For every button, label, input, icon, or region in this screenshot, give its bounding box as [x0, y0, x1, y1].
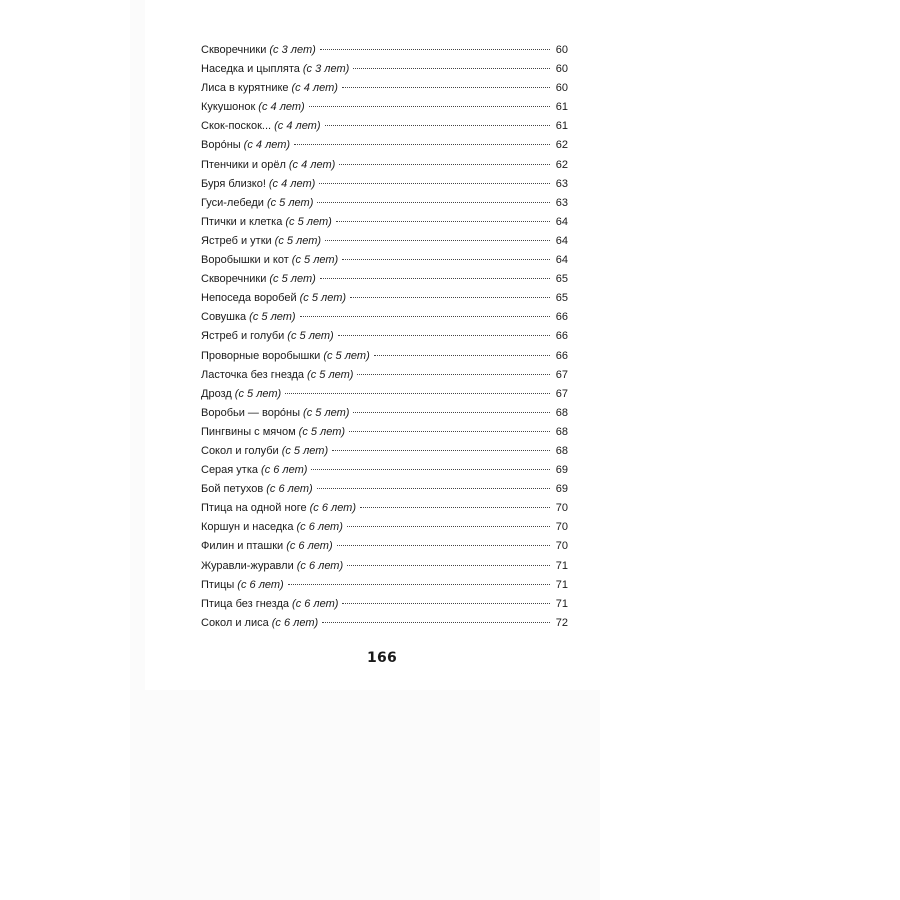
- entry-age: (с 6 лет): [292, 597, 339, 610]
- entry-title: Проворные воробышки: [201, 349, 321, 362]
- entry-title: Дрозд: [201, 387, 232, 400]
- dot-leader: [337, 545, 550, 546]
- toc-entry: [201, 270, 568, 289]
- dot-leader: [309, 106, 550, 107]
- toc-entry: [201, 98, 568, 117]
- entry-title: Совушка: [201, 311, 247, 324]
- entry-title: Ласточка без гнезда: [201, 368, 305, 381]
- entry-age: (с 6 лет): [266, 483, 313, 496]
- entry-title: Журавли-журавли: [201, 559, 294, 572]
- entry-title: Скок-поскок...: [201, 120, 272, 133]
- entry-age: (с 5 лет): [249, 311, 296, 324]
- toc-entry: [201, 79, 568, 98]
- toc-entry: [201, 385, 568, 404]
- entry-title: Пингвины с мячом: [201, 425, 296, 438]
- dot-leader: [339, 164, 550, 165]
- entry-age: (с 4 лет): [274, 120, 321, 133]
- toc-entry: [201, 347, 568, 366]
- toc-entry: [201, 518, 568, 537]
- dot-leader: [288, 584, 550, 585]
- toc-entry: [201, 442, 568, 461]
- entry-page-number: 72: [555, 616, 568, 629]
- toc-entry: [201, 213, 568, 232]
- entry-age: (с 4 лет): [268, 177, 316, 190]
- entry-age: (с 5 лет): [274, 234, 322, 247]
- table-of-contents: [201, 41, 568, 633]
- entry-age: (с 6 лет): [237, 578, 284, 591]
- entry-title: Ястреб и утки: [201, 234, 272, 247]
- entry-title: Непоседа воробей: [201, 292, 297, 305]
- entry-page-number: 68: [555, 425, 568, 438]
- toc-entry: [201, 308, 568, 327]
- dot-leader: [320, 49, 550, 50]
- dot-leader: [342, 87, 550, 88]
- entry-title: Скворечники: [201, 273, 267, 286]
- entry-title: Птички и клетка: [201, 215, 283, 228]
- entry-age: (с 5 лет): [287, 330, 334, 343]
- dot-leader: [357, 374, 550, 375]
- entry-age: (с 3 лет): [302, 63, 350, 76]
- dot-leader: [342, 259, 550, 260]
- entry-title: Птица без гнезда: [201, 597, 290, 610]
- toc-entry: [201, 117, 568, 136]
- entry-title: Воробышки и кот: [201, 254, 289, 267]
- entry-page-number: 71: [555, 597, 568, 610]
- entry-age: (с 6 лет): [286, 540, 333, 553]
- dot-leader: [311, 469, 550, 470]
- entry-title: Наседка и цыплята: [201, 63, 300, 76]
- entry-page-number: 70: [555, 502, 568, 515]
- entry-page-number: 66: [555, 311, 568, 324]
- entry-age: (с 4 лет): [258, 101, 305, 114]
- entry-page-number: 65: [555, 273, 568, 286]
- entry-page-number: 64: [555, 234, 568, 247]
- toc-entry: [201, 232, 568, 251]
- entry-page-number: 71: [555, 559, 568, 572]
- entry-title: Кукушонок: [201, 101, 256, 114]
- entry-title: Коршун и наседка: [201, 521, 294, 534]
- dot-leader: [294, 144, 550, 145]
- entry-age: (с 4 лет): [288, 158, 336, 171]
- entry-page-number: 67: [555, 387, 568, 400]
- dot-leader: [285, 393, 550, 394]
- entry-age: (с 4 лет): [291, 82, 338, 95]
- dot-leader: [353, 412, 550, 413]
- entry-age: (с 6 лет): [296, 559, 344, 572]
- entry-title: Птица на одной ноге: [201, 502, 307, 515]
- entry-page-number: 70: [555, 521, 568, 534]
- entry-age: (с 3 лет): [269, 44, 316, 56]
- toc-entry: [201, 156, 568, 175]
- toc-entry: [201, 423, 568, 442]
- entry-age: (с 5 лет): [285, 215, 332, 228]
- dot-leader: [317, 488, 550, 489]
- entry-title: Воробьи — воро́ны: [201, 406, 301, 419]
- entry-age: (с 6 лет): [271, 616, 319, 629]
- dot-leader: [325, 125, 550, 126]
- entry-page-number: 63: [555, 177, 568, 190]
- entry-page-number: 67: [555, 368, 568, 381]
- entry-title: Гуси-лебеди: [201, 196, 264, 209]
- entry-age: (с 5 лет): [307, 368, 354, 381]
- entry-title: Бой петухов: [201, 483, 264, 496]
- toc-entry: [201, 175, 568, 194]
- entry-age: (с 5 лет): [234, 387, 282, 400]
- toc-entry: [201, 251, 568, 270]
- dot-leader: [325, 240, 550, 241]
- entry-title: Сокол и голуби: [201, 444, 279, 457]
- entry-page-number: 62: [555, 139, 568, 152]
- page-number: 166: [366, 650, 398, 666]
- dot-leader: [347, 565, 550, 566]
- dot-leader: [349, 431, 550, 432]
- toc-entry: [201, 41, 568, 60]
- dot-leader: [353, 68, 550, 69]
- toc-entry: [201, 60, 568, 79]
- toc-entry: [201, 557, 568, 576]
- entry-title: Птенчики и орёл: [201, 158, 286, 171]
- entry-title: Буря близко!: [201, 177, 266, 190]
- entry-age: (с 5 лет): [269, 273, 316, 286]
- dot-leader: [360, 507, 550, 508]
- entry-age: (с 5 лет): [323, 349, 370, 362]
- toc-entry: [201, 537, 568, 556]
- entry-title: Филин и пташки: [201, 540, 284, 553]
- entry-page-number: 64: [555, 254, 568, 267]
- entry-page-number: 60: [555, 44, 568, 56]
- toc-entry: [201, 366, 568, 385]
- entry-page-number: 70: [555, 540, 568, 553]
- entry-age: (с 5 лет): [291, 254, 339, 267]
- entry-page-number: 60: [555, 82, 568, 95]
- dot-leader: [374, 355, 550, 356]
- entry-page-number: 61: [555, 120, 568, 133]
- toc-entry: [201, 614, 568, 633]
- entry-page-number: 68: [555, 406, 568, 419]
- dot-leader: [322, 622, 550, 623]
- toc-entry: [201, 576, 568, 595]
- entry-age: (с 6 лет): [261, 464, 308, 477]
- dot-leader: [300, 316, 550, 317]
- entry-page-number: 68: [555, 444, 568, 457]
- entry-page-number: 66: [555, 330, 568, 343]
- dot-leader: [332, 450, 550, 451]
- entry-page-number: 66: [555, 349, 568, 362]
- entry-title: Птицы: [201, 578, 235, 591]
- entry-title: Серая утка: [201, 464, 259, 477]
- entry-page-number: 63: [555, 196, 568, 209]
- dot-leader: [347, 526, 550, 527]
- entry-age: (с 5 лет): [266, 196, 314, 209]
- toc-entry: [201, 289, 568, 308]
- entry-page-number: 60: [555, 63, 568, 76]
- entry-age: (с 5 лет): [299, 292, 347, 305]
- toc-entry: [201, 136, 568, 155]
- toc-entry: [201, 327, 568, 346]
- toc-entry: [201, 595, 568, 614]
- entry-title: Лиса в курятнике: [201, 82, 289, 95]
- entry-age: (с 6 лет): [296, 521, 343, 534]
- toc-entry: [201, 404, 568, 423]
- entry-title: Ястреб и голуби: [201, 330, 285, 343]
- dot-leader: [320, 278, 550, 279]
- entry-title: Скворечники: [201, 44, 267, 56]
- toc-entry: [201, 480, 568, 499]
- dot-leader: [317, 202, 550, 203]
- entry-page-number: 61: [555, 101, 568, 114]
- entry-title: Воро́ны: [201, 139, 241, 152]
- entry-page-number: 64: [555, 215, 568, 228]
- dot-leader: [350, 297, 550, 298]
- dot-leader: [336, 221, 550, 222]
- toc-entry: [201, 194, 568, 213]
- toc-entry: [201, 461, 568, 480]
- entry-age: (с 5 лет): [298, 425, 346, 438]
- entry-age: (с 6 лет): [309, 502, 357, 515]
- entry-page-number: 69: [555, 464, 568, 477]
- entry-page-number: 62: [555, 158, 568, 171]
- dot-leader: [338, 335, 550, 336]
- entry-age: (с 5 лет): [281, 444, 329, 457]
- entry-page-number: 71: [555, 578, 568, 591]
- entry-age: (с 4 лет): [243, 139, 291, 152]
- entry-page-number: 65: [555, 292, 568, 305]
- dot-leader: [342, 603, 550, 604]
- entry-page-number: 69: [555, 483, 568, 496]
- toc-entry: [201, 499, 568, 518]
- entry-title: Сокол и лиса: [201, 616, 269, 629]
- entry-age: (с 5 лет): [303, 406, 350, 419]
- dot-leader: [319, 183, 550, 184]
